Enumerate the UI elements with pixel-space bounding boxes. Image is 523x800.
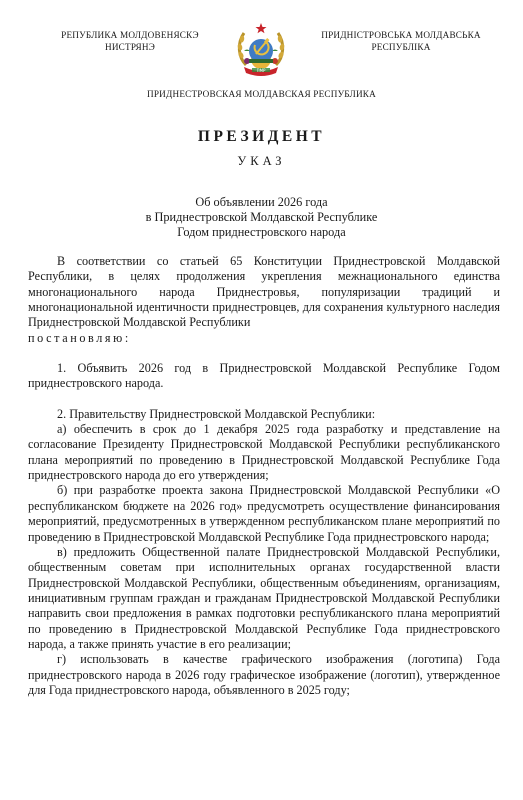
preamble-paragraph: В соответствии со статьей 65 Конституции Приднестровской Молдавской Республики, в целях продолжения укрепления межнационального единства многонационального народа Приднестровья, популяризации традиций и многонациональной идентичности приднестровцев, для сохранения культурного наследия Приднестровской Молдавской Республики xyxy=(28,254,500,330)
item-1-paragraph: 1. Объявить 2026 год в Приднестровской Молдавской Республике Годом приднестровского народа. xyxy=(28,361,500,391)
page-title: ПРЕЗИДЕНТ xyxy=(197,128,326,145)
subject-line: Об объявлении 2026 года xyxy=(195,195,328,209)
header-moldovan: РЕПУБЛИКА МОЛДОВЕНЯСКЭ НИСТРЯНЭ xyxy=(61,30,199,52)
decree-label: УКАЗ xyxy=(237,154,286,168)
item-2g-paragraph: г) использовать в качестве графического изображения (логотипа) Года приднестровского народа в 2026 году графическое изображение (логотип), утвержденное для Года приднестровского народа, объявленного в 2025 году; xyxy=(28,652,500,697)
item-2b-paragraph: б) при разработке проекта закона Приднестровской Молдавской Республики «О республиканском бюджете на 2026 год» предусмотреть осуществление финансирования мероприятий, предусмотренных в утвержденном республиканском плане мероприятий по проведению в Приднестровской Молдавской Республике Года приднестровского народа; xyxy=(28,483,500,544)
decree-body xyxy=(28,254,500,698)
header-ukrainian: ПРИДНІСТРОВСЬКА МОЛДАВСЬКА РЕСПУБЛІКА xyxy=(321,30,481,52)
subject-line: Годом приднестровского народа xyxy=(177,225,346,239)
item-2v-paragraph: в) предложить Общественной палате Приднестровской Молдавской Республики, общественным советам при исполнительных органах государственной власти Приднестровской Молдавской Республики, общественным объединениям, организациям, инициативным группам граждан и гражданам Приднестровской Молдавской Республики направить свои предложения в рамках подготовки республиканского плана мероприятий по проведению в Приднестровской Молдавской Республике Года приднестровского народа, а также принять участие в его реализации; xyxy=(28,544,500,651)
decree-subject xyxy=(0,195,523,240)
header-russian: ПРИДНЕСТРОВСКАЯ МОЛДАВСКАЯ РЕСПУБЛИКА xyxy=(147,89,376,99)
resolve-line: постановляю: xyxy=(28,330,131,345)
emblem-ribbon-text: ПМР xyxy=(256,68,266,73)
subject-line: в Приднестровской Молдавской Республике xyxy=(145,210,378,224)
coat-of-arms-emblem-icon xyxy=(232,21,290,79)
item-2a-paragraph: а) обеспечить в срок до 1 декабря 2025 года разработку и представление на согласование Президенту Приднестровской Молдавской Республики республиканского плана мероприятий по проведению в Приднестровской Молдавской Республике Года приднестровского народа до его утверждения; xyxy=(28,422,500,483)
item-2-heading: 2. Правительству Приднестровской Молдавской Республики: xyxy=(57,406,376,421)
